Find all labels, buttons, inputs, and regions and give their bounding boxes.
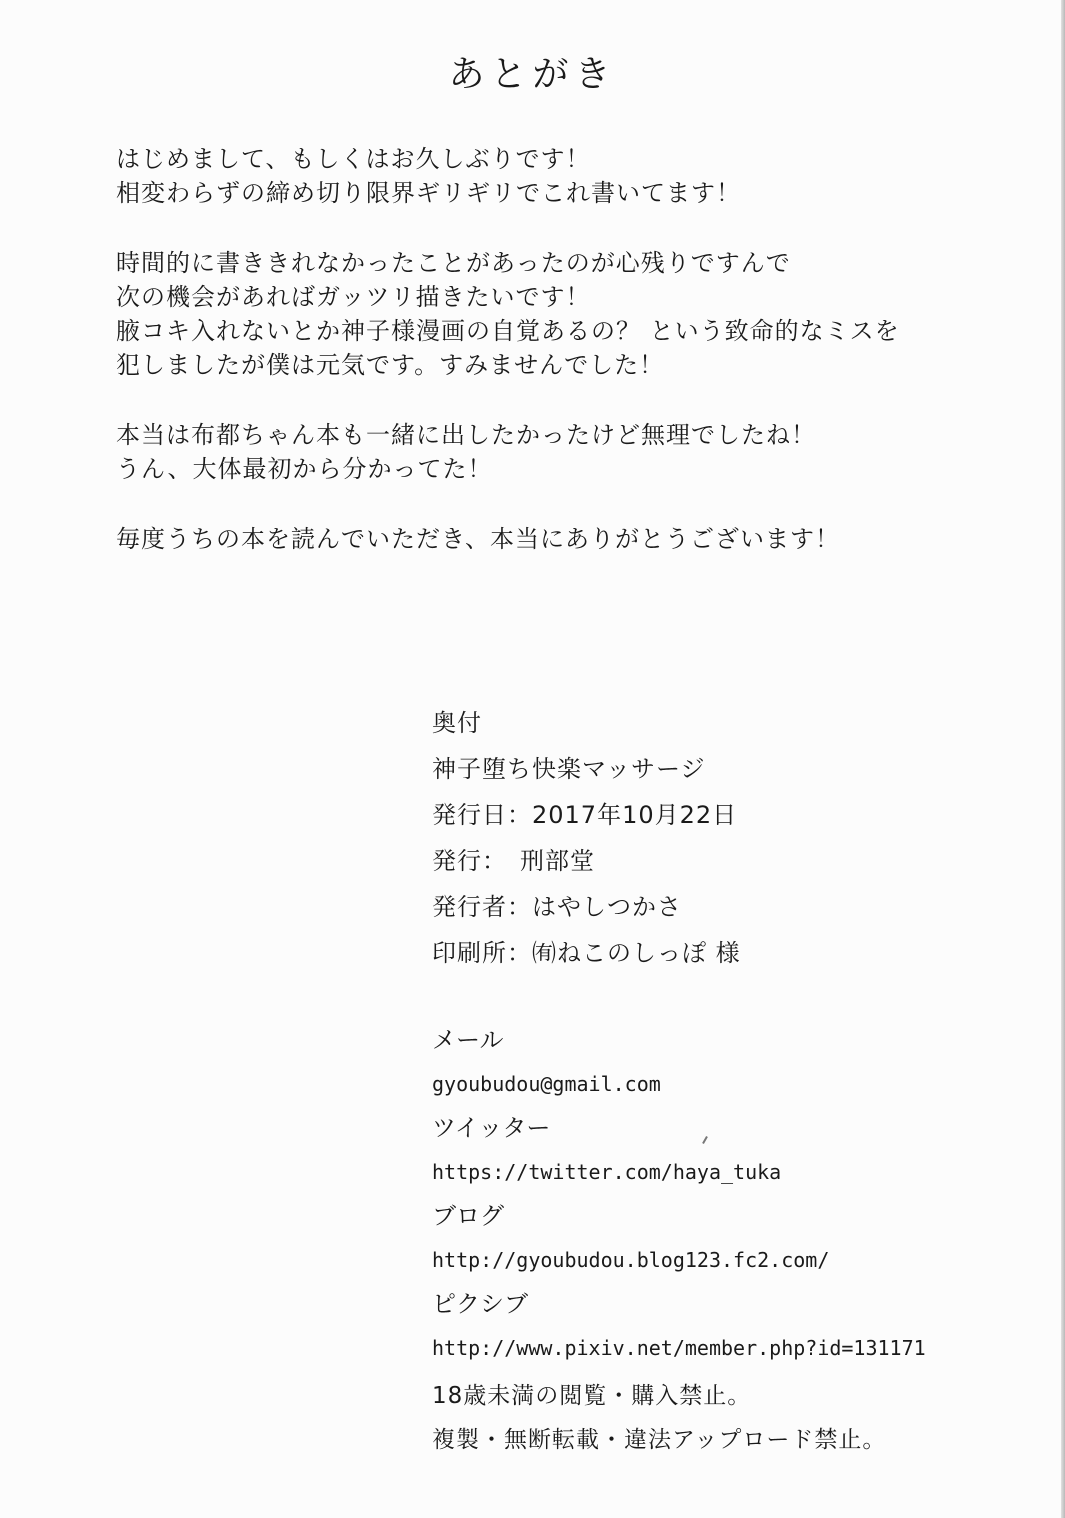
blog-url: http://gyoubudou.blog123.fc2.com/: [432, 1248, 830, 1272]
notices: [432, 1374, 1032, 1462]
age-restriction-notice: 18歳未満の閲覧・購入禁止。: [432, 1383, 752, 1409]
pixiv-label: ピクシブ: [432, 1290, 528, 1318]
afterword-line: 犯しましたが僕は元気です。すみませんでした！: [116, 351, 665, 379]
book-title: 神子堕ち快楽マッサージ: [432, 755, 706, 783]
mail-address: gyoubudou@gmail.com: [432, 1072, 661, 1096]
afterword-line: 腋コキ入れないとか神子様漫画の自覚あるの？ という致命的なミスを: [116, 317, 900, 345]
pixiv-url: http://www.pixiv.net/member.php?id=131171: [432, 1336, 926, 1360]
page-title: あとがき: [448, 54, 617, 95]
afterword-line: はじめまして、もしくはお久しぶりです！: [116, 145, 591, 173]
colophon: [432, 700, 1032, 976]
copyright-notice: 複製・無断転載・違法アップロード禁止。: [432, 1427, 887, 1453]
afterword-paragraph-4: [116, 522, 1016, 556]
afterword-line: 次の機会があればガッツリ描きたいです！: [116, 283, 591, 311]
blog-label: ブログ: [432, 1202, 504, 1230]
printer: 印刷所：㈲ねこのしっぽ 様: [432, 939, 741, 967]
page-edge: [1061, 0, 1065, 1518]
author: 発行者：はやしつかさ: [432, 893, 682, 921]
twitter-label: ツイッター: [432, 1114, 551, 1142]
twitter-url: https://twitter.com/haya_tuka: [432, 1160, 782, 1184]
mail-label: メール: [432, 1026, 504, 1054]
afterword-paragraph-2: [116, 246, 1016, 382]
issue-date: 発行日：2017年10月22日: [432, 801, 738, 829]
afterword-paragraph-3: [116, 418, 1016, 486]
afterword-line: 時間的に書ききれなかったことがあったのが心残りですんで: [116, 249, 791, 277]
contact-list: [432, 1018, 1032, 1370]
afterword-paragraph-1: [116, 142, 1016, 210]
afterword-line: うん、大体最初から分かってた！: [116, 455, 493, 483]
publisher: 発行： 刑部堂: [432, 847, 595, 875]
afterword-line: 毎度うちの本を読んでいただき、本当にありがとうございます！: [116, 525, 841, 553]
afterword-body: [116, 142, 1016, 592]
afterword-line: 本当は布都ちゃん本も一緒に出したかったけど無理でしたね！: [116, 421, 816, 449]
afterword-line: 相変わらずの締め切り限界ギリギリでこれ書いてます！: [116, 179, 741, 207]
colophon-heading: 奥付: [432, 709, 482, 737]
